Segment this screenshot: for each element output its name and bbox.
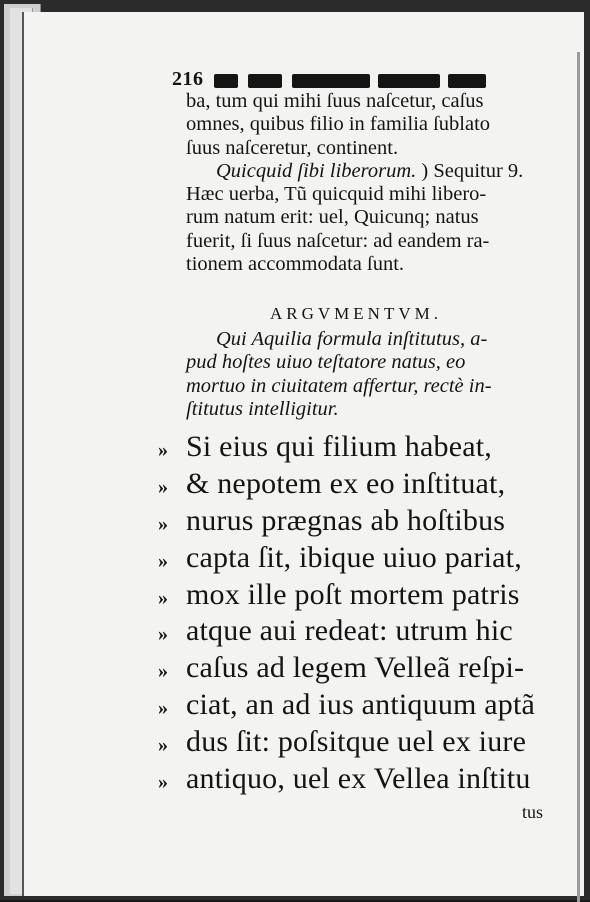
- quoted-line: [158, 541, 578, 578]
- quoted-line: [158, 467, 578, 504]
- quoted-line-text: Si eius qui filium habeat,: [186, 430, 492, 463]
- redacted-header-mark: [378, 74, 440, 88]
- quoted-line-text: antiquo, uel ex Vellea inſtitu: [186, 762, 531, 796]
- quoted-line-text: mox ille poſt mortem patris: [186, 577, 520, 611]
- text-line: Hæc uerba, Tũ quicquid mihi libero-: [186, 183, 487, 206]
- text-line: ſtitutus intelligitur.: [186, 397, 339, 420]
- quoted-line-text: dus ſit: poſsitque uel ex iure: [186, 725, 527, 759]
- commentary-text: [186, 90, 566, 276]
- text-line: omnes, quibus filio in familia ſublato: [186, 113, 491, 136]
- quote-mark: »: [158, 439, 168, 461]
- redacted-header-mark: [448, 74, 486, 88]
- text-line: tionem accommodata ſunt.: [186, 253, 405, 276]
- text-line: [186, 160, 566, 183]
- running-header: [172, 68, 522, 92]
- quote-mark: »: [158, 549, 168, 572]
- legal-text-quoted: [158, 430, 578, 799]
- redacted-header-mark: [248, 74, 282, 88]
- quoted-line: [158, 762, 578, 799]
- argumentum-text: [186, 328, 566, 421]
- quoted-line: [158, 688, 578, 725]
- quoted-line: [158, 651, 578, 688]
- redacted-header-mark: [214, 74, 238, 88]
- quote-mark: »: [158, 475, 168, 498]
- quoted-line: [158, 614, 578, 651]
- quoted-line-text: caſus ad legem Velleã reſpi-: [186, 651, 525, 685]
- redacted-header-mark: [292, 74, 370, 88]
- quote-mark: »: [158, 512, 168, 535]
- text-line: pud hoſtes uiuo teſtatore natus, eo: [186, 351, 466, 374]
- lemma-continuation: ) Sequitur 9.: [416, 159, 524, 182]
- quoted-line: [158, 504, 578, 541]
- quote-mark: »: [158, 771, 168, 794]
- quote-mark: »: [158, 623, 168, 646]
- quoted-line-text: ciat, an ad ius antiquum aptã: [186, 688, 536, 722]
- text-line: fuerit, ſi ſuus naſcetur: ad eandem ra-: [186, 229, 490, 252]
- quoted-line: [158, 430, 578, 467]
- catchword: tus: [522, 802, 544, 822]
- quote-mark: »: [158, 734, 168, 757]
- quoted-line-text: nurus prægnas ab hoſtibus: [186, 503, 506, 537]
- text-line: Qui Aquilia formula inſtitutus, a-: [216, 328, 488, 350]
- text-line: rum natum erit: uel, Quicunq; natus: [186, 206, 479, 229]
- quoted-line: [158, 725, 578, 762]
- quoted-line-text: atque aui redeat: utrum hic: [186, 614, 513, 648]
- quoted-line-text: capta ſit, ibique uiuo pariat,: [186, 540, 522, 574]
- quoted-line-text: & nepotem ex eo inſtituat,: [186, 466, 506, 500]
- quote-mark: »: [158, 697, 168, 720]
- lemma: Quicquid ſibi liberorum.: [216, 159, 417, 182]
- text-line: ſuus naſceretur, continent.: [186, 136, 399, 159]
- text-line: ba, tum qui mihi ſuus naſcetur, caſus: [186, 90, 484, 112]
- page-number: 216: [172, 68, 204, 90]
- text-line: mortuo in ciuitatem affertur, rectè in-: [186, 374, 492, 397]
- quote-mark: »: [158, 660, 168, 683]
- quoted-line: [158, 578, 578, 615]
- quote-mark: »: [158, 586, 168, 609]
- argumentum-heading: ARGVMENTVM.: [270, 304, 442, 323]
